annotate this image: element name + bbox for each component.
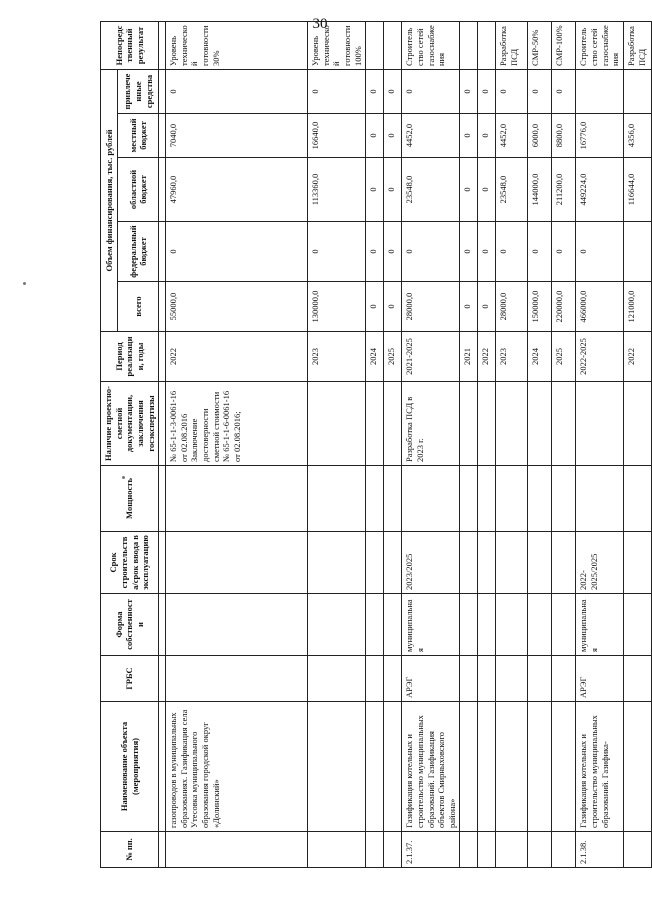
table-row bbox=[496, 21, 528, 867]
cell-regional: 0 bbox=[478, 158, 496, 222]
cell-ownership: муниципальная bbox=[576, 594, 624, 656]
header-regional: областной бюджет bbox=[118, 158, 159, 222]
cell-result: СМР-50% bbox=[528, 21, 552, 69]
cell-num bbox=[308, 832, 366, 868]
cell-period: 2024 bbox=[366, 332, 384, 382]
cell-local: 6000,0 bbox=[528, 114, 552, 158]
cell-local: 16640,0 bbox=[308, 114, 366, 158]
cell-term: 2023/2025 bbox=[402, 532, 460, 594]
table-row bbox=[576, 21, 624, 867]
cell-period: 2023 bbox=[308, 332, 366, 382]
cell-period: 2024 bbox=[528, 332, 552, 382]
cell-psd: Разработка ПСД в 2023 г. bbox=[402, 382, 460, 466]
cell-name bbox=[528, 702, 552, 832]
cell-grbs bbox=[528, 656, 552, 702]
cell-federal bbox=[623, 222, 651, 282]
cell-period: 2022 bbox=[478, 332, 496, 382]
table-row bbox=[366, 21, 384, 867]
cell-local: 0 bbox=[460, 114, 478, 158]
cell-period: 2021 bbox=[460, 332, 478, 382]
funding-table bbox=[100, 21, 652, 868]
cell-period: 2023 bbox=[496, 332, 528, 382]
cell-term bbox=[528, 532, 552, 594]
cell-period: 2025 bbox=[552, 332, 576, 382]
header-num: № пп. bbox=[101, 832, 159, 868]
cell-regional: 23548,0 bbox=[496, 158, 528, 222]
cell-result bbox=[478, 21, 496, 69]
cell-name bbox=[623, 702, 651, 832]
cell-ownership bbox=[460, 594, 478, 656]
cell-name bbox=[552, 702, 576, 832]
cell-ownership bbox=[478, 594, 496, 656]
header-name: Наименование объекта (мероприятия) bbox=[101, 702, 159, 832]
cell-capacity bbox=[528, 466, 552, 532]
cell-name bbox=[384, 702, 402, 832]
cell-capacity bbox=[552, 466, 576, 532]
cell-local: 8800,0 bbox=[552, 114, 576, 158]
cell-name bbox=[308, 702, 366, 832]
page-number: 30 bbox=[312, 15, 328, 32]
cell-regional: 23548,0 bbox=[402, 158, 460, 222]
cell-federal: 0 bbox=[528, 222, 552, 282]
cell-num bbox=[496, 832, 528, 868]
header-psd: Наличие проектно-сметной документации, заключения госэкспертизы bbox=[101, 382, 159, 466]
cell-term bbox=[552, 532, 576, 594]
cell-name bbox=[496, 702, 528, 832]
cell-psd bbox=[308, 382, 366, 466]
cell-ownership bbox=[496, 594, 528, 656]
cell-term bbox=[384, 532, 402, 594]
rotated-table-wrapper bbox=[100, 22, 647, 868]
cell-grbs bbox=[478, 656, 496, 702]
cell-local: 0 bbox=[478, 114, 496, 158]
cell-regional: 0 bbox=[366, 158, 384, 222]
cell-period: 2022 bbox=[623, 332, 651, 382]
cell-other: 0 bbox=[552, 69, 576, 113]
cell-federal: 0 bbox=[460, 222, 478, 282]
cell-num bbox=[552, 832, 576, 868]
cell-grbs bbox=[166, 656, 308, 702]
cell-total: 28000,0 bbox=[496, 282, 528, 332]
cell-num: 2.1.37. bbox=[402, 832, 460, 868]
cell-federal: 0 bbox=[552, 222, 576, 282]
cell-num bbox=[478, 832, 496, 868]
table-row bbox=[623, 21, 651, 867]
cell-total: 150000,0 bbox=[528, 282, 552, 332]
cell-result: Разработка ПСД bbox=[496, 21, 528, 69]
header-local: местный бюджет bbox=[118, 114, 159, 158]
cell-period: 2021-2025 bbox=[402, 332, 460, 382]
table-row bbox=[528, 21, 552, 867]
table-row bbox=[478, 21, 496, 867]
cell-psd bbox=[366, 382, 384, 466]
cell-term bbox=[460, 532, 478, 594]
cell-total: 0 bbox=[460, 282, 478, 332]
cell-num bbox=[528, 832, 552, 868]
cell-period: 2025 bbox=[384, 332, 402, 382]
header-federal: федеральный бюджет bbox=[118, 222, 159, 282]
cell-capacity bbox=[478, 466, 496, 532]
cell-result: Строительство сетей газоснабжения bbox=[402, 21, 460, 69]
cell-total: 55000,0 bbox=[166, 282, 308, 332]
cell-total: 28000,0 bbox=[402, 282, 460, 332]
cell-regional: 0 bbox=[384, 158, 402, 222]
cell-other bbox=[576, 69, 624, 113]
cell-name: газопроводов в муниципальных образованиях. Газификация села Утесовка муниципального образования городской округ «Долинский» bbox=[166, 702, 308, 832]
cell-capacity bbox=[460, 466, 478, 532]
cell-period: 2022-2025 bbox=[576, 332, 624, 382]
cell-local: 7040,0 bbox=[166, 114, 308, 158]
cell-federal: 0 bbox=[366, 222, 384, 282]
cell-ownership bbox=[528, 594, 552, 656]
cell-term bbox=[623, 532, 651, 594]
header-row-1 bbox=[101, 21, 118, 867]
cell-num bbox=[623, 832, 651, 868]
cell-other: 0 bbox=[460, 69, 478, 113]
cell-name bbox=[460, 702, 478, 832]
cell-term bbox=[478, 532, 496, 594]
cell-local: 16776,0 bbox=[576, 114, 624, 158]
cell-result: Уровень технической готовности 100% bbox=[308, 21, 366, 69]
cell-grbs bbox=[384, 656, 402, 702]
cell-psd bbox=[496, 382, 528, 466]
cell-capacity bbox=[496, 466, 528, 532]
cell-name: Газификация котельных и строительство муниципальных образований. Газифика- bbox=[576, 702, 624, 832]
cell-other: 0 bbox=[308, 69, 366, 113]
cell-result: Уровень технической готовности 30% bbox=[166, 21, 308, 69]
cell-total: 466000,0 bbox=[576, 282, 624, 332]
cell-result bbox=[460, 21, 478, 69]
cell-result: Разработка ПСД bbox=[623, 21, 651, 69]
cell-name bbox=[366, 702, 384, 832]
cell-local: 0 bbox=[366, 114, 384, 158]
cell-total: 121000,0 bbox=[623, 282, 651, 332]
cell-psd bbox=[528, 382, 552, 466]
header-funding: Объем финансирования, тыс. рублей bbox=[101, 69, 118, 331]
cell-capacity bbox=[576, 466, 624, 532]
header-term: Срок строительства/срок ввода в эксплуатацию bbox=[101, 532, 159, 594]
header-other: привлеченные средства bbox=[118, 69, 159, 113]
cell-psd bbox=[460, 382, 478, 466]
cell-ownership bbox=[366, 594, 384, 656]
cell-period: 2022 bbox=[166, 332, 308, 382]
cell-num bbox=[166, 832, 308, 868]
cell-grbs bbox=[496, 656, 528, 702]
cell-num bbox=[366, 832, 384, 868]
table-row bbox=[308, 21, 366, 867]
cell-other bbox=[623, 69, 651, 113]
cell-num: 2.1.38. bbox=[576, 832, 624, 868]
cell-federal: 0 bbox=[478, 222, 496, 282]
cell-local: 4452,0 bbox=[496, 114, 528, 158]
table-row bbox=[552, 21, 576, 867]
cell-total: 0 bbox=[384, 282, 402, 332]
cell-grbs bbox=[460, 656, 478, 702]
header-capacity: Мощность bbox=[101, 466, 159, 532]
table-body bbox=[159, 21, 652, 867]
cell-capacity bbox=[402, 466, 460, 532]
header-total: всего bbox=[118, 282, 159, 332]
cell-other: 0 bbox=[402, 69, 460, 113]
cell-psd bbox=[478, 382, 496, 466]
cell-federal: 0 bbox=[384, 222, 402, 282]
cell-term bbox=[366, 532, 384, 594]
scan-speck bbox=[23, 282, 26, 285]
cell-psd bbox=[552, 382, 576, 466]
cell-term bbox=[308, 532, 366, 594]
cell-other: 0 bbox=[478, 69, 496, 113]
cell-federal: 0 bbox=[496, 222, 528, 282]
cell-other: 0 bbox=[384, 69, 402, 113]
cell-num bbox=[384, 832, 402, 868]
header-grbs: ГРБС bbox=[101, 656, 159, 702]
cell-name bbox=[478, 702, 496, 832]
cell-federal: 0 bbox=[402, 222, 460, 282]
cell-name: Газификация котельных и строительство муниципальных образований. Газификация объектов Смирныховского района» bbox=[402, 702, 460, 832]
header-result: Непосредственный результат bbox=[101, 21, 159, 69]
cell-regional: 449224,0 bbox=[576, 158, 624, 222]
cell-ownership bbox=[308, 594, 366, 656]
header-period: Период реализации, годы bbox=[101, 332, 159, 382]
cell-num bbox=[460, 832, 478, 868]
cell-local: 4452,0 bbox=[402, 114, 460, 158]
cell-other: 0 bbox=[496, 69, 528, 113]
cell-grbs bbox=[623, 656, 651, 702]
cell-regional: 116644,0 bbox=[623, 158, 651, 222]
cell-local: 0 bbox=[384, 114, 402, 158]
cell-regional: 144000,0 bbox=[528, 158, 552, 222]
table-row bbox=[384, 21, 402, 867]
table-row bbox=[402, 21, 460, 867]
cell-federal: 0 bbox=[576, 222, 624, 282]
cell-term bbox=[166, 532, 308, 594]
cell-ownership: муниципальная bbox=[402, 594, 460, 656]
cell-ownership bbox=[552, 594, 576, 656]
cell-psd bbox=[384, 382, 402, 466]
header-ownership: Форма собственности bbox=[101, 594, 159, 656]
cell-total: 0 bbox=[366, 282, 384, 332]
cell-result bbox=[366, 21, 384, 69]
cell-federal: 0 bbox=[308, 222, 366, 282]
cell-regional: 0 bbox=[460, 158, 478, 222]
cell-capacity bbox=[308, 466, 366, 532]
cell-other: 0 bbox=[366, 69, 384, 113]
cell-term bbox=[496, 532, 528, 594]
cell-regional: 47960,0 bbox=[166, 158, 308, 222]
cell-total: 130000,0 bbox=[308, 282, 366, 332]
cell-result: Строительство сетей газоснабжения bbox=[576, 21, 624, 69]
cell-grbs bbox=[308, 656, 366, 702]
cell-psd bbox=[576, 382, 624, 466]
table-row bbox=[166, 21, 308, 867]
cell-psd bbox=[623, 382, 651, 466]
cell-grbs: АРЭГ bbox=[402, 656, 460, 702]
cell-ownership bbox=[623, 594, 651, 656]
cell-result: СМР-100% bbox=[552, 21, 576, 69]
spacer-row bbox=[159, 21, 166, 867]
cell-other: 0 bbox=[166, 69, 308, 113]
cell-psd: № 65-1-1-3-0061-16 от 02.08.2016 Заключение достоверности сметной стоимости № 65-1-1-6-0061-16 от 02.08.2016; bbox=[166, 382, 308, 466]
cell-capacity bbox=[366, 466, 384, 532]
cell-regional: 211200,0 bbox=[552, 158, 576, 222]
cell-local: 4356,0 bbox=[623, 114, 651, 158]
cell-total: 0 bbox=[478, 282, 496, 332]
cell-federal: 0 bbox=[166, 222, 308, 282]
cell-capacity bbox=[623, 466, 651, 532]
cell-regional: 113360,0 bbox=[308, 158, 366, 222]
cell-total: 220000,0 bbox=[552, 282, 576, 332]
table-row bbox=[460, 21, 478, 867]
cell-capacity bbox=[166, 466, 308, 532]
cell-ownership bbox=[166, 594, 308, 656]
cell-capacity bbox=[384, 466, 402, 532]
cell-grbs: АРЭГ bbox=[576, 656, 624, 702]
cell-result bbox=[384, 21, 402, 69]
cell-grbs bbox=[366, 656, 384, 702]
cell-grbs bbox=[552, 656, 576, 702]
cell-ownership bbox=[384, 594, 402, 656]
cell-other: 0 bbox=[528, 69, 552, 113]
cell-term: 2022-2025/2025 bbox=[576, 532, 624, 594]
